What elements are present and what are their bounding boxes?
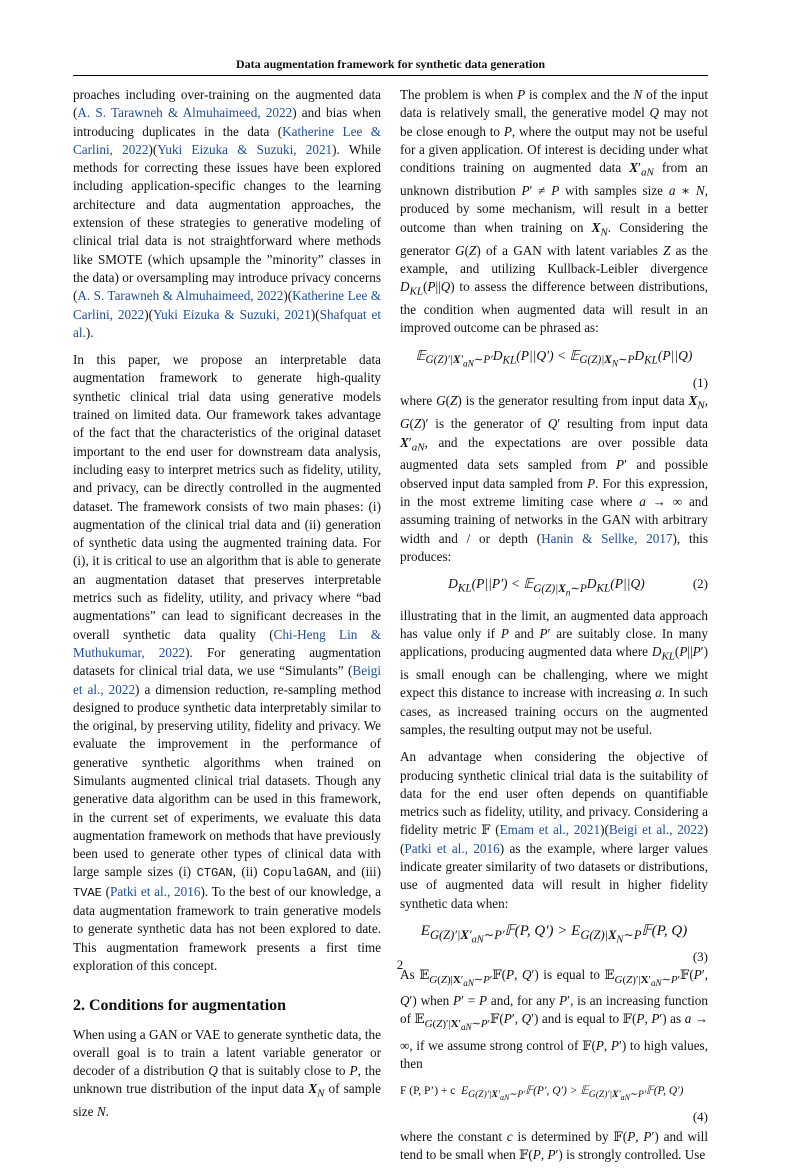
citation-link[interactable]: Shafquat et al. — [73, 306, 381, 340]
equation-1 — [400, 347, 708, 374]
equation-number: (4) — [692, 1108, 708, 1124]
equation-body: $E_{G(Z)'|X'_{aN}\sim P'}𝔽(P$, $Q') > E_{G(Z)|X_N\sim P}𝔽(P$, Q) — [420, 922, 688, 946]
equation-body: $D_{KL}(P||P')$ < $𝔼_{G(Z)|X_n\sim P}D_{KL}(P||Q)$ — [448, 576, 645, 599]
section-heading: 2. Conditions for augmentation — [73, 997, 287, 1015]
citation-link[interactable]: Patki et al., 2016 — [404, 840, 500, 856]
paragraph: As 𝔼$_{G(Z)|X'_{aN}\sim P'}$𝔽(P, Q′) is equal to 𝔼$_{G(Z)'|X'_{aN}\sim P'}$𝔽(P′, Q′) when P′ = P and, for any P′, is an increasing function of 𝔼$_{G(Z)'|X'_{aN}\sim P'}$𝔽(P′, Q′) and is equal to 𝔽(P, P′) as a → ∞, if we assume strong control of 𝔽(P, P′) to high values, then — [400, 966, 709, 1071]
citation-link[interactable]: Hanin & Sellke, 2017 — [541, 530, 673, 546]
paragraph: An advantage when considering the objective of producing synthetic clinical trial data is the suitability of data for the end user often depends on quantifiable metrics such as fidelity, utility, and privacy. Considering a fidelity metric 𝔽 (Emam et al., 2021)(Beigi et al., 2022)(Patki et al., 2016) as the example, where larger values indicate greater similarity of two datasets or distributions, use of augmented data will result in higher fidelity synthetic data when: — [400, 749, 708, 911]
paragraph: In this paper, we propose an interpretable data augmentation framework to generate high-quality synthetic clinical trial data using generative models trained on limited data. Our framework takes advantage of the fact that the characteristics of the original dataset important to the end user for downstream data analysis, including easy to interpret metrics such as fidelity, utility, and privacy, can be directly controlled in the augmented dataset. The framework consists of two main phases: (i) augmentation of the clinical trial data and (ii) generation of synthetic data using the augmented training data. For (i), it is critical to use an algorithm that is able to generate an augmentation dataset that preserves interpretable metrics such as fidelity, utility, and privacy where “bad augmentations” can lead to significant decreases in the overall synthetic data quality (Chi-Heng Lin & Muthukumar, 2022). For generating augmentation datasets for clinical trial data, we use “Simulants” (Beigi et al., 2022) a dimension reduction, re-sampling method designed to produce synthetic data interpretably similar to the original, by preserving utility, fidelity and privacy. We evaluate the improvement in the performance of generative synthetic algorithms when trained on Simulants augmented clinical trial datasets. Though any generative data algorithm can be used in this framework, in the current set of experiments, we evaluate this data augmentation framework on methods that have previously been used to generate other types of clinical data with large sample sizes (i) CTGAN, (ii) CopulaGAN, and (iii) TVAE (Patki et al., 2016). To the best of our knowledge, a data augmentation framework to train generative models to generate synthetic data has not been explored to date. This augmentation framework presents a first time exploration of this concept. — [73, 352, 381, 973]
citation-link[interactable]: Yuki Eizuka & Suzuki, 2021 — [153, 306, 311, 322]
equation-number: (1) — [692, 375, 708, 391]
left-column — [73, 86, 381, 1131]
citation-link[interactable]: Yuki Eizuka & Suzuki, 2021 — [157, 141, 333, 157]
citation-link[interactable]: Patki et al., 2016 — [109, 883, 201, 899]
paragraph: When using a GAN or VAE to generate synthetic data, the overall goal is to train a latent variable generator or decoder of a distribution Q that is suitably close to P, the unknown true distribution of the input data $X_N$ of sample size N. — [73, 1026, 382, 1120]
code-tvae: TVAE — [73, 885, 102, 900]
right-column — [400, 86, 708, 1174]
equation-3 — [400, 922, 708, 950]
citation-link[interactable]: Emam et al., 2021 — [499, 822, 601, 838]
citation-link[interactable]: Katherine Lee & Carlini, 2022 — [73, 123, 381, 157]
citation-link[interactable]: A. S. Tarawneh & Almuhaimeed, 2022 — [77, 288, 284, 304]
equation-body: $𝔼_{G(Z)'|X'_{aN}\sim P'}D_{KL}(P||Q')$ < $𝔼_{G(Z)|X_N\sim P}D_{KL}(P||Q)$ — [415, 347, 693, 370]
header-rule — [73, 75, 708, 76]
citation-link[interactable]: Katherine Lee & Carlini, 2022 — [73, 288, 381, 322]
code-ctgan: CTGAN — [196, 866, 233, 881]
citation-link[interactable]: Beigi et al., 2022 — [608, 822, 704, 838]
paragraph: illustrating that in the limit, an augmented data approach has value only if P and P′ are suitably close. In many applications, producing augmented data where $D_{KL}(P||P')$ is small enough can be challenging, where we might expect this distance to increase with increasing a. In such cases, as increased training occurs on the augmented samples, the resulting output may not be useful. — [400, 607, 708, 737]
paragraph: The problem is when P is complex and the N of the input data is relatively small, the generative model Q may not be close enough to P, where the output may not be useful for a given application. Of interest is deciding under what conditions training on augmented data $X'_{aN}$ from an unknown distribution P′ ≠ P with samples size a ∗ N, produced by some mechanism, will result in a better outcome than when training on $X_N$. Considering the generator G(Z) of a GAN with latent variables Z as the example, and utilizing Kullback-Leibler divergence $D_{KL}(P||Q)$ to assess the difference between distributions, the condition when augmented data will result in an improved outcome can be phrased as: — [400, 87, 709, 336]
citation-link[interactable]: A. S. Tarawneh & Almuhaimeed, 2022 — [77, 105, 293, 121]
page-number: 2 — [396, 957, 404, 972]
equation-number: (3) — [692, 948, 708, 964]
equation-number: (2) — [692, 576, 708, 592]
running-header: Data augmentation framework for synthetic data generation — [235, 57, 546, 71]
paragraph: where G(Z) is the generator resulting from input data $X_N$, G(Z)′ is the generator of Q′ resulting from input data $X'_{aN}$, and the expectations are over possible data augmented data sets sampled from P′ and possible observed input data sampled from P. For this expression, in the most extreme limiting case where a → ∞ and assuming training of networks in the GAN with arbitrary width and / or depth (Hanin & Sellke, 2017), this produces: — [400, 393, 709, 564]
code-copulagan: CopulaGAN — [263, 866, 328, 881]
equation-2 — [400, 575, 708, 602]
equation-body: F (P, P’) + c $E_{G(Z)'|X'_{aN}\sim P'}𝔽(P'$, Q′) > 𝔼$_{G(Z)'|X'_{aN}\sim P'}$𝔽(P, Q′) — [400, 1085, 684, 1103]
citation-link[interactable]: Chi-Heng Lin & Muthukumar, 2022 — [73, 626, 381, 660]
equation-4 — [400, 1082, 708, 1126]
citation-link[interactable]: Beigi et al., 2022 — [73, 663, 381, 697]
paragraph: where the constant c is determined by 𝔽(P, P′) and will tend to be small when 𝔽(P, P′) is strongly controlled. Use — [400, 1128, 709, 1163]
paragraph: proaches including over-training on the augmented data (A. S. Tarawneh & Almuhaimeed, 2022) and bias when introducing duplicates in the data (Katherine Lee & Carlini, 2022)(Yuki Eizuka & Suzuki, 2021). While methods for correcting these issues have been explored including application-specific changes to the learning architecture and data augmentation approaches, the extension of these strategies to generative modeling of clinical trial data is not straightforward where methods like SMOTE (which upsample the ”minority” classes in the data) or oversampling may introduce privacy concerns (A. S. Tarawneh & Almuhaimeed, 2022)(Katherine Lee & Carlini, 2022)(Yuki Eizuka & Suzuki, 2021)(Shafquat et al.). — [73, 87, 381, 340]
